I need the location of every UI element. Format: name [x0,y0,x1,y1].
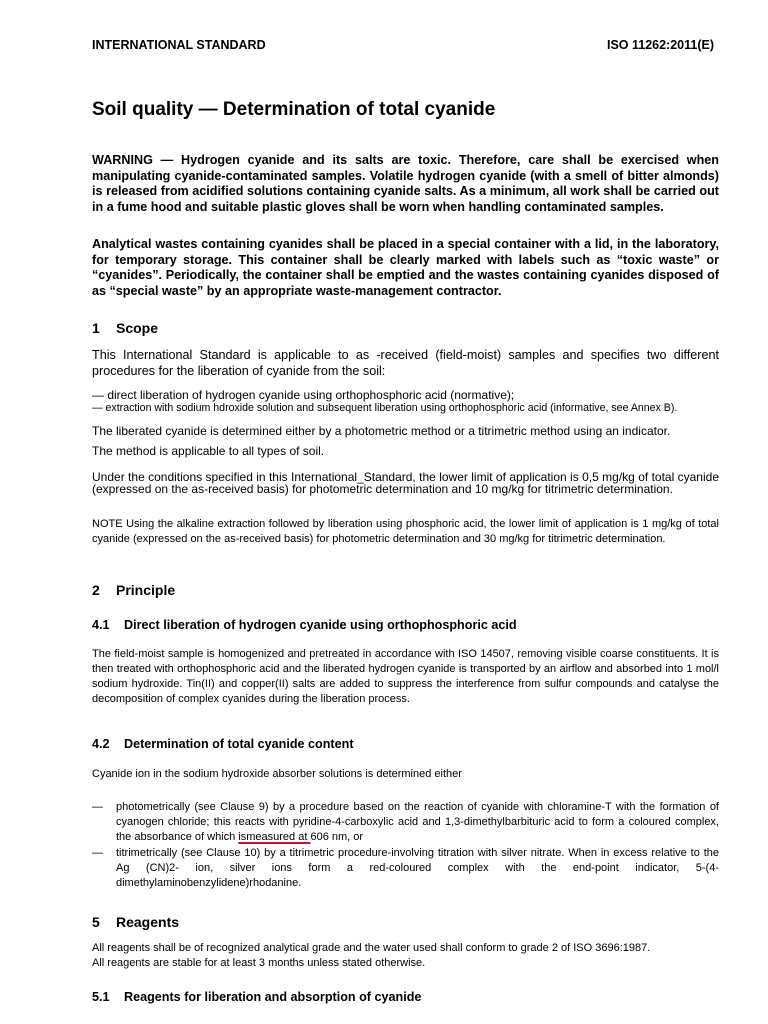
document-header-right: ISO 11262:2011(E) [606,38,714,52]
section-number: 1 [92,320,100,336]
section-title: Principle [116,582,176,598]
reagents-paragraph-2: All reagents are stable for at least 3 months unless stated otherwise. [92,957,426,969]
scope-note: NOTE Using the alkaline extraction followed by liberation using phosphoric acid, the lower limit of application is 1 mg/kg of total cyanide (expressed on the as-received basis) for photometric determination and 30 mg/kg for titrimetric determination. [92,518,719,545]
subsection-heading-4-1 [92,618,517,632]
scope-intro: This International Standard is applicable to as -received (field-moist) samples and specifies two different procedures for the liberation of cyanide from the soil: [92,348,719,378]
page-title: Soil quality — Determination of total cyanide [92,99,496,120]
subsection-4-2-intro: Cyanide ion in the sodium hydroxide absorber solutions is determined either [92,768,462,780]
scope-method: The method is applicable to all types of soil. [92,444,325,458]
waste-paragraph: Analytical wastes containing cyanides shall be placed in a special container with a lid, in the laboratory, for temporary storage. This container shall be clearly marked with labels such as “toxic waste” or “cyanides”. Periodically, the container shall be emptied and the wastes containing cyanides disposed of as “special waste” by an appropriate waste-management contractor. [92,237,719,298]
subsection-title: Determination of total cyanide content [124,737,354,751]
list-item-text: photometrically (see Clause 9) by a procedure based on the reaction of cyanide with chloramine-T with the formation of cyanogen chloride; this reacts with pyridine-4-carboxylic acid and 1,3-dimethylbarbituric acid to form a coloured complex, the absorbance of which ismeasured at 606 nm, or [116,801,719,843]
document-header-left: INTERNATIONAL STANDARD [92,38,266,52]
subsection-4-1-text: The field-moist sample is homogenized and pretreated in accordance with ISO 14507, removing visible coarse constituents. It is then treated with orthophosphoric acid and the liberated hydrogen cyanide is transported by an airflow and absorbed into 1 mol/l sodium hydroxide. Tin(II) and copper(II) salts are added to suppress the interference from sulfur compounds and catalyse the decomposition of complex cyanides during the liberation process. [92,648,719,705]
section-heading-scope [92,320,158,336]
section-title: Scope [116,320,159,336]
subsection-number: 4.2 [92,737,110,751]
subsection-title: Reagents for liberation and absorption of cyanide [124,990,422,1004]
reagents-paragraph-1: All reagents shall be of recognized analytical grade and the water used shall conform to grade 2 of ISO 3696:1987. [92,942,651,954]
list-dash: — [92,847,103,859]
scope-conditions: Under the conditions specified in this International_Standard, the lower limit of application is 0,5 mg/kg of total cyanide (expressed on the as-received basis) for photometric determination and 10 mg/kg for titrimetric determination. [92,470,719,496]
highlighted-text: ismeasured at [238,831,311,843]
subsection-heading-4-2 [92,737,354,751]
list-item-text: titrimetrically (see Clause 10) by a titrimetric procedure-involving titration with silver nitrate. When in excess relative to the Ag (CN)2- ion, silver ions form a red-coloured complex with the end-point indicator, 5-(4-dimethylaminobenzylidene)rhodanine. [116,847,719,889]
warning-paragraph: WARNING — Hydrogen cyanide and its salts are toxic. Therefore, care shall be exercised when manipulating cyanide-contaminated samples. Volatile hydrogen cyanide (with a smell of bitter almonds) is released from acidified solutions containing cyanide salts. As a minimum, all work shall be carried out in a fume hood and suitable plastic gloves shall be worn when handling contaminated samples. [92,153,719,214]
subsection-heading-5-1 [92,990,421,1004]
list-dash: — [92,801,103,813]
subsection-number: 4.1 [92,618,110,632]
scope-item-1: — direct liberation of hydrogen cyanide using orthophosphoric acid (normative); [92,388,515,402]
section-heading-reagents [92,914,179,930]
subsection-number: 5.1 [92,990,110,1004]
section-title: Reagents [116,914,180,930]
subsection-title: Direct liberation of hydrogen cyanide using orthophosphoric acid [124,618,517,632]
section-heading-principle [92,582,175,598]
scope-liberated: The liberated cyanide is determined either by a photometric method or a titrimetric method using an indicator. [92,424,671,438]
section-number: 5 [92,914,100,930]
list-item [92,846,719,892]
section-number: 2 [92,582,100,598]
list-item [92,800,719,846]
scope-item-2: — extraction with sodium hdroxide solution and subsequent liberation using orthophosphoric acid (informative, see Annex B). [92,402,678,414]
